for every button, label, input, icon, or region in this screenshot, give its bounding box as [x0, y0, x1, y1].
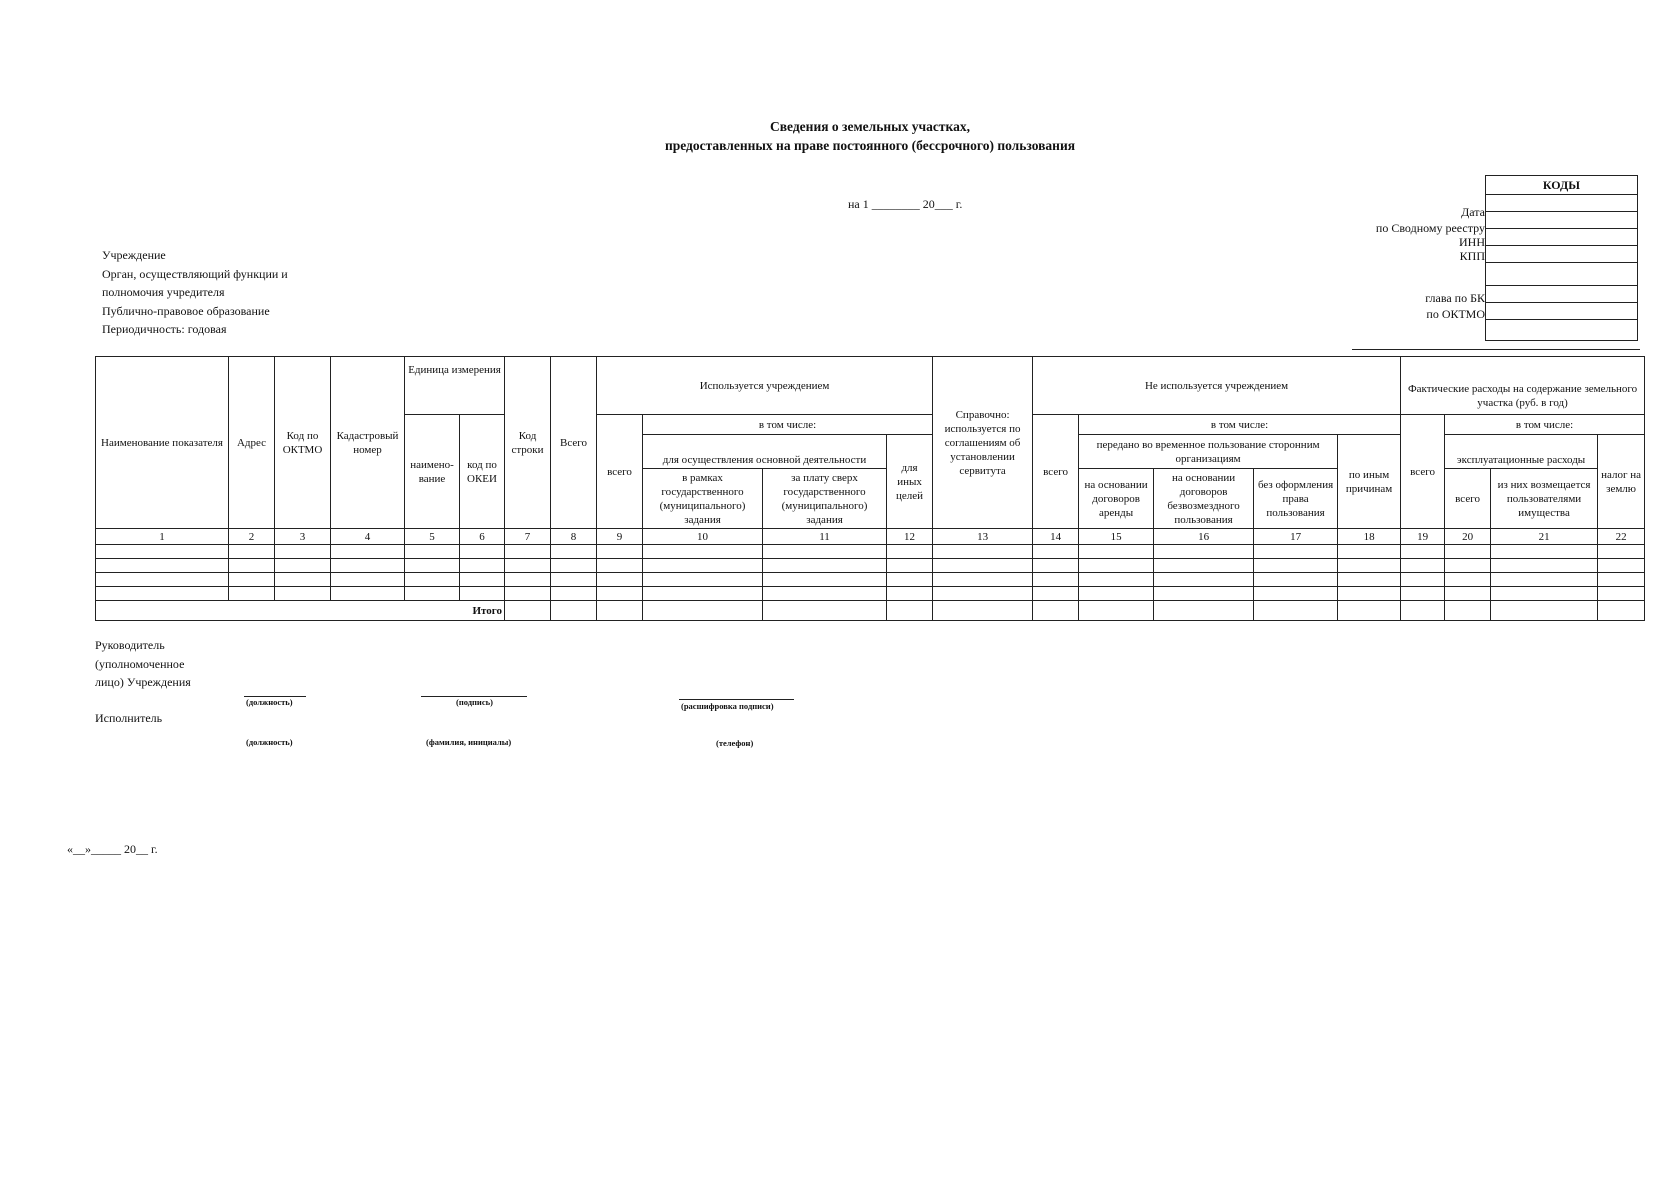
data-cell[interactable] — [933, 587, 1033, 601]
data-cell[interactable] — [1598, 573, 1645, 587]
data-cell[interactable] — [331, 545, 405, 559]
data-cell[interactable] — [597, 587, 643, 601]
founder-label-1: Орган, осуществляющий функции и — [102, 266, 288, 281]
code-cell-date[interactable] — [1486, 195, 1638, 212]
header-free-use: на основании договоров безвозмездного пользования — [1154, 469, 1254, 529]
total-cell[interactable] — [1254, 601, 1338, 621]
total-cell[interactable] — [1445, 601, 1491, 621]
data-cell[interactable] — [1254, 545, 1338, 559]
data-cell[interactable] — [643, 573, 763, 587]
data-cell[interactable] — [763, 545, 887, 559]
data-cell[interactable] — [229, 573, 275, 587]
data-cell[interactable] — [275, 559, 331, 573]
data-cell[interactable] — [275, 573, 331, 587]
head-label-line-3: лицо) Учреждения — [95, 675, 191, 689]
data-cell[interactable] — [1401, 573, 1445, 587]
periodicity-label: Периодичность: годовая — [102, 322, 227, 336]
column-number-18: 18 — [1338, 529, 1401, 545]
data-cell[interactable] — [1154, 573, 1254, 587]
data-cell[interactable] — [887, 545, 933, 559]
total-cell[interactable] — [597, 601, 643, 621]
table-row — [96, 573, 1645, 587]
column-number-16: 16 — [1154, 529, 1254, 545]
code-label-registry: по Сводному реестру — [1375, 221, 1485, 235]
header-rule — [1352, 349, 1640, 350]
data-cell[interactable] — [887, 587, 933, 601]
data-cell[interactable] — [597, 545, 643, 559]
data-cell[interactable] — [1079, 573, 1154, 587]
column-number-7: 7 — [505, 529, 551, 545]
column-number-2: 2 — [229, 529, 275, 545]
header-used-all: всего — [597, 415, 643, 529]
executor-label: Исполнитель — [95, 711, 163, 725]
total-cell[interactable] — [1491, 601, 1598, 621]
column-number-12: 12 — [887, 529, 933, 545]
total-cell[interactable] — [505, 601, 551, 621]
data-cell[interactable] — [505, 587, 551, 601]
data-cell[interactable] — [1338, 573, 1401, 587]
data-cell[interactable] — [643, 559, 763, 573]
caption-position: (должность) — [246, 697, 293, 707]
data-cell[interactable] — [1491, 587, 1598, 601]
caption-phone: (телефон) — [716, 738, 754, 748]
data-cell[interactable] — [1598, 545, 1645, 559]
data-cell[interactable] — [460, 587, 505, 601]
total-cell[interactable] — [1033, 601, 1079, 621]
column-number-14: 14 — [1033, 529, 1079, 545]
code-cell-bk[interactable] — [1486, 286, 1638, 303]
data-cell[interactable] — [1033, 559, 1079, 573]
header-oktmo: Код по ОКТМО — [275, 357, 331, 529]
column-number-11: 11 — [763, 529, 887, 545]
header-reference: Справочно: используется по соглашениям об установлении сервитута — [933, 357, 1033, 529]
data-cell[interactable] — [505, 573, 551, 587]
caption-signature: (подпись) — [456, 697, 493, 707]
header-not-used-all: всего — [1033, 415, 1079, 529]
institution-label: Учреждение — [102, 248, 166, 262]
data-cell[interactable] — [763, 573, 887, 587]
header-transferred: передано во временное пользование сторонним организациям — [1079, 435, 1338, 469]
header-not-used-including: в том числе: — [1079, 415, 1401, 435]
header-cadastral: Кадастровый номер — [331, 357, 405, 529]
data-cell[interactable] — [1254, 559, 1338, 573]
header-op-all: всего — [1445, 469, 1491, 529]
total-cell[interactable] — [643, 601, 763, 621]
data-cell[interactable] — [1033, 545, 1079, 559]
founder-label-2: полномочия учредителя — [102, 285, 225, 299]
header-exp-including: в том числе: — [1445, 415, 1645, 435]
code-cell-blank-2[interactable] — [1486, 320, 1638, 341]
institution-info — [102, 246, 288, 339]
data-cell[interactable] — [505, 559, 551, 573]
header-name: Наименование показателя — [96, 357, 229, 529]
header-no-rights: без оформления права пользования — [1254, 469, 1338, 529]
column-number-13: 13 — [933, 529, 1033, 545]
data-cell[interactable] — [1079, 587, 1154, 601]
header-unit-name: наимено-вание — [405, 415, 460, 529]
data-cell[interactable] — [331, 587, 405, 601]
code-cell-kpp[interactable] — [1486, 246, 1638, 263]
data-cell[interactable] — [1079, 545, 1154, 559]
code-cell-blank[interactable] — [1486, 263, 1638, 286]
column-number-22: 22 — [1598, 529, 1645, 545]
code-label-inn: ИНН — [1459, 235, 1485, 249]
table-row — [96, 559, 1645, 573]
header-lease: на основании договоров аренды — [1079, 469, 1154, 529]
data-cell[interactable] — [229, 545, 275, 559]
header-other-reasons: по иным причинам — [1338, 435, 1401, 529]
column-number-19: 19 — [1401, 529, 1445, 545]
column-number-20: 20 — [1445, 529, 1491, 545]
data-cell[interactable] — [1338, 587, 1401, 601]
data-cell[interactable] — [1598, 559, 1645, 573]
data-cell[interactable] — [460, 545, 505, 559]
data-cell[interactable] — [1033, 587, 1079, 601]
land-plots-table — [95, 356, 1645, 621]
public-entity-label: Публично-правовое образование — [102, 303, 270, 318]
column-number-17: 17 — [1254, 529, 1338, 545]
table-row — [96, 587, 1645, 601]
total-cell[interactable] — [551, 601, 597, 621]
data-cell[interactable] — [1445, 545, 1491, 559]
data-cell[interactable] — [1079, 559, 1154, 573]
data-cell[interactable] — [597, 559, 643, 573]
data-cell[interactable] — [1033, 573, 1079, 587]
data-cell[interactable] — [405, 545, 460, 559]
data-cell[interactable] — [551, 559, 597, 573]
data-cell[interactable] — [643, 587, 763, 601]
data-cell[interactable] — [933, 573, 1033, 587]
total-cell[interactable] — [1598, 601, 1645, 621]
header-not-used: Не используется учреждением — [1033, 357, 1401, 415]
header-exp-all: всего — [1401, 415, 1445, 529]
data-cell[interactable] — [460, 559, 505, 573]
data-cell[interactable] — [1338, 559, 1401, 573]
head-label — [95, 636, 191, 692]
head-label-line-1: Руководитель — [95, 638, 165, 652]
data-cell[interactable] — [1401, 587, 1445, 601]
decoding-line[interactable] — [679, 699, 794, 700]
header-op-reimbursed: из них возмещается пользователями имущества — [1491, 469, 1598, 529]
column-number-5: 5 — [405, 529, 460, 545]
total-cell[interactable] — [763, 601, 887, 621]
total-cell[interactable] — [1079, 601, 1154, 621]
column-number-10: 10 — [643, 529, 763, 545]
column-number-4: 4 — [331, 529, 405, 545]
data-cell[interactable] — [1338, 545, 1401, 559]
data-cell[interactable] — [551, 573, 597, 587]
code-label-bk: глава по БК — [1425, 291, 1485, 305]
data-cell[interactable] — [405, 573, 460, 587]
header-unit: Единица измерения — [405, 357, 505, 415]
header-main-activity: для осуществления основной деятельности — [643, 435, 887, 469]
data-cell[interactable] — [1598, 587, 1645, 601]
title-line-1: Сведения о земельных участках, — [770, 119, 970, 134]
data-cell[interactable] — [1401, 559, 1445, 573]
column-number-1: 1 — [96, 529, 229, 545]
total-cell[interactable] — [1154, 601, 1254, 621]
data-cell[interactable] — [460, 573, 505, 587]
column-number-15: 15 — [1079, 529, 1154, 545]
data-cell[interactable] — [96, 559, 229, 573]
header-other-purposes: для иных целей — [887, 435, 933, 529]
data-cell[interactable] — [1401, 545, 1445, 559]
header-used-including: в том числе: — [643, 415, 933, 435]
data-cell[interactable] — [275, 545, 331, 559]
header-unit-okei: код по ОКЕИ — [460, 415, 505, 529]
caption-position-2: (должность) — [246, 737, 293, 747]
total-cell[interactable] — [887, 601, 933, 621]
data-cell[interactable] — [96, 573, 229, 587]
data-cell[interactable] — [229, 587, 275, 601]
header-line-code: Код строки — [505, 357, 551, 529]
caption-decoding: (расшифровка подписи) — [681, 701, 774, 711]
data-cell[interactable] — [933, 545, 1033, 559]
data-cell[interactable] — [96, 545, 229, 559]
column-number-3: 3 — [275, 529, 331, 545]
data-cell[interactable] — [763, 559, 887, 573]
codes-header: КОДЫ — [1486, 176, 1638, 195]
code-label-date: Дата — [1461, 205, 1485, 219]
header-state-task: в рамках государственного (муниципального) задания — [643, 469, 763, 529]
total-row — [96, 601, 1645, 621]
code-cell-oktmo[interactable] — [1486, 303, 1638, 320]
column-number-9: 9 — [597, 529, 643, 545]
column-numbers-row — [96, 529, 1645, 545]
code-cell-inn[interactable] — [1486, 229, 1638, 246]
column-number-21: 21 — [1491, 529, 1598, 545]
caption-name: (фамилия, инициалы) — [426, 737, 512, 747]
data-cell[interactable] — [96, 587, 229, 601]
header-used: Используется учреждением — [597, 357, 933, 415]
header-address: Адрес — [229, 357, 275, 529]
data-cell[interactable] — [229, 559, 275, 573]
data-cell[interactable] — [331, 573, 405, 587]
data-cell[interactable] — [887, 559, 933, 573]
data-cell[interactable] — [551, 587, 597, 601]
data-cell[interactable] — [405, 587, 460, 601]
column-number-6: 6 — [460, 529, 505, 545]
signing-date: «__»_____ 20__ г. — [67, 842, 158, 856]
data-cell[interactable] — [1445, 587, 1491, 601]
table-row — [96, 545, 1645, 559]
data-cell[interactable] — [1254, 587, 1338, 601]
data-cell[interactable] — [1491, 559, 1598, 573]
code-cell-registry[interactable] — [1486, 212, 1638, 229]
data-cell[interactable] — [643, 545, 763, 559]
column-number-8: 8 — [551, 529, 597, 545]
total-cell[interactable] — [1338, 601, 1401, 621]
data-cell[interactable] — [1445, 559, 1491, 573]
data-cell[interactable] — [1254, 573, 1338, 587]
data-cell[interactable] — [275, 587, 331, 601]
data-cell[interactable] — [551, 545, 597, 559]
header-land-tax: налог на землю — [1598, 435, 1645, 529]
header-total: Всего — [551, 357, 597, 529]
data-cell[interactable] — [405, 559, 460, 573]
report-date-line: на 1 ________ 20___ г. — [848, 197, 963, 211]
total-cell[interactable] — [933, 601, 1033, 621]
data-cell[interactable] — [887, 573, 933, 587]
code-label-kpp: КПП — [1459, 249, 1485, 263]
code-label-oktmo: по ОКТМО — [1426, 307, 1485, 321]
header-expenses: Фактические расходы на содержание земельного участка (руб. в год) — [1401, 357, 1645, 415]
total-label: Итого — [96, 601, 505, 621]
data-cell[interactable] — [1491, 545, 1598, 559]
data-cell[interactable] — [1154, 545, 1254, 559]
data-cell[interactable] — [597, 573, 643, 587]
header-operating: эксплуатационные расходы — [1445, 435, 1598, 469]
data-cell[interactable] — [1445, 573, 1491, 587]
data-cell[interactable] — [1154, 587, 1254, 601]
codes-table — [1485, 175, 1638, 341]
data-cell[interactable] — [763, 587, 887, 601]
header-paid-over: за плату сверх государственного (муниципального) задания — [763, 469, 887, 529]
document-title — [0, 117, 1670, 155]
data-cell[interactable] — [331, 559, 405, 573]
total-cell[interactable] — [1401, 601, 1445, 621]
data-cell[interactable] — [933, 559, 1033, 573]
data-cell[interactable] — [1491, 573, 1598, 587]
title-line-2: предоставленных на праве постоянного (бессрочного) пользования — [664, 138, 1076, 153]
data-cell[interactable] — [505, 545, 551, 559]
data-cell[interactable] — [1154, 559, 1254, 573]
head-label-line-2: (уполномоченное — [95, 656, 185, 671]
